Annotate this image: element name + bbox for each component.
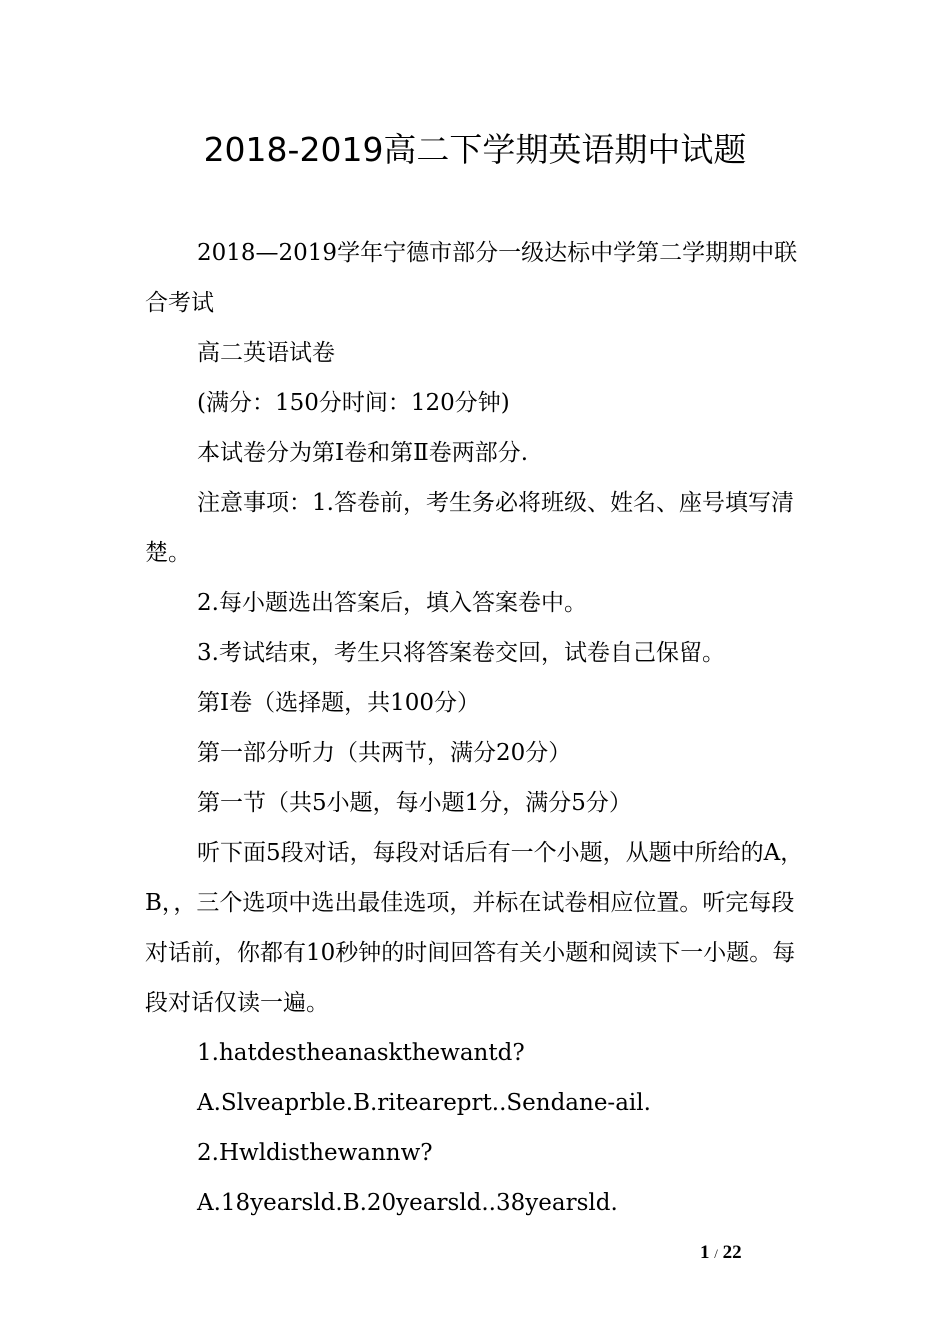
document-body [145, 228, 810, 1228]
document-title: 2018-2019高二下学期英语期中试题 [203, 130, 747, 169]
paragraph: 2.每小题选出答案后，填入答案卷中。 [197, 590, 587, 616]
paragraph: 2018—2019学年宁德市部分一级达标中学第二学期期中联合考试 [145, 240, 798, 316]
paragraph: 听下面5段对话，每段对话后有一个小题，从题中所给的A，B，，三个选项中选出最佳选项，并标在试卷相应位置。听完每段对话前，你都有10秒钟的时间回答有关小题和阅读下一小题。每段对话仅读一遍。 [145, 840, 804, 1016]
paragraph: 第Ⅰ卷（选择题，共100分） [197, 690, 480, 716]
paragraph: 高二英语试卷 [197, 340, 335, 366]
paragraph: 第一部分听力（共两节，满分20分） [197, 740, 572, 766]
page-separator: / [714, 1246, 718, 1261]
options-line: A.Slveaprble.B.riteareprt..Sendane-ail. [197, 1090, 651, 1116]
question-line: 1.hatdestheanaskthewantd? [197, 1040, 525, 1066]
page-number [700, 1240, 800, 1267]
paragraph: 注意事项：1.答卷前，考生务必将班级、姓名、座号填写清楚。 [145, 490, 794, 566]
current-page: 1 [700, 1242, 710, 1263]
total-pages: 22 [722, 1242, 742, 1263]
paragraph: 3.考试结束，考生只将答案卷交回，试卷自己保留。 [197, 640, 725, 666]
paragraph: (满分：150分时间：120分钟) [197, 390, 510, 416]
question-line: 2.Hwldisthewannw? [197, 1140, 433, 1166]
paragraph: 本试卷分为第Ⅰ卷和第Ⅱ卷两部分. [197, 440, 529, 466]
options-line: A.18yearsld.B.20yearsld..38yearsld. [197, 1190, 618, 1216]
paragraph: 第一节（共5小题，每小题1分，满分5分） [197, 790, 632, 816]
